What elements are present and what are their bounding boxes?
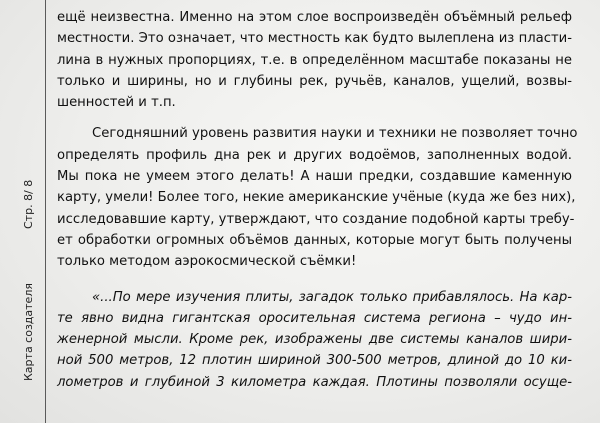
text-line: женерной мысли. Кроме рек, изображены две системы каналов шири- [57,332,572,348]
text-line: исследовавшие карту, утверждают, что создание подобной карты требу- [57,211,575,227]
text-line: Мы пока не умеем этого делать! А наши предки, создавшие каменную [57,169,572,185]
text-line: ной 500 метров, 12 плотин шириной 300-500 метров, длиной до 10 ки- [57,353,572,369]
text-line: «...По мере изучения плиты, загадок только прибавлялось. На кар- [92,289,572,305]
page-number: Стр. 8/ 8 [22,179,35,229]
running-title: Карта создателя [22,283,35,381]
margin-divider [45,0,46,423]
paragraph-3-quote [57,287,572,393]
text-line: Сегодняшний уровень развития науки и техники не позволяет точно [92,126,578,142]
text-line: ет обработки огромных объёмов данных, которые могут быть получены [57,232,572,248]
text-line: те явно видна гигантская оросительная система региона – чудо ин- [57,310,572,326]
paragraph-gap [57,113,572,123]
text-line: лина в нужных пропорциях, т.е. в определённом масштабе показаны не [57,52,572,68]
text-line: только методом аэрокосмической съёмки! [57,254,357,270]
paragraph-gap [57,273,572,287]
text-line: определять профиль дна рек и других водоёмов, заполненных водой. [57,147,572,163]
text-line: только и ширины, но и глубины рек, ручьёв, каналов, ущелий, возвы- [57,73,572,89]
text-line: местности. Это означает, что местность как будто вылеплена из пласти- [57,31,572,47]
paragraph-2 [57,123,578,272]
text-line: ещё неизвестна. Именно на этом слое воспроизведён объёмный рельеф [57,10,572,25]
body-text [57,7,578,393]
text-line: карту, умели! Более того, некие американские учёные (куда же без них), [57,190,576,206]
text-line: шенностей и т.п. [57,95,176,111]
text-line: лометров и глубиной 3 километра каждая. Плотины позволяли осуще- [57,374,572,390]
paragraph-1 [57,7,572,113]
